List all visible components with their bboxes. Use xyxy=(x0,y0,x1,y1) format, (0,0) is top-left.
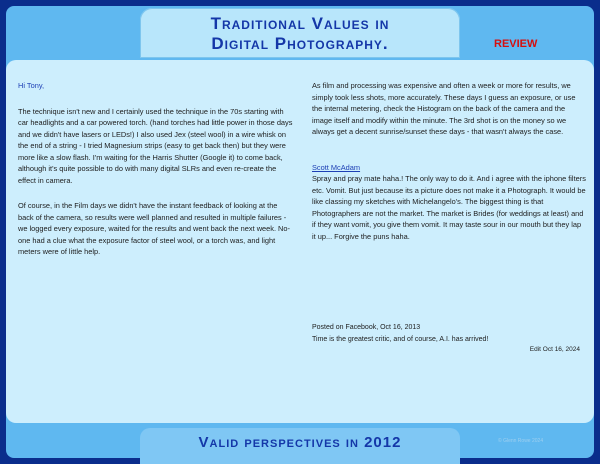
edit-date: Edit Oct 16, 2024 xyxy=(529,346,580,353)
right-column xyxy=(312,80,586,256)
page-title xyxy=(140,14,460,54)
left-paragraph-2: Of course, in the Film days we didn't have the instant feedback of looking at the back of the camera, so results were well planned and resulted in multiple failures - we logged every exposure, waited for the results and went back the next week. No-one had a clue what the exposure factor of steel wool, or a torch was, and light meters were of little help. xyxy=(18,201,290,256)
reply-author-link[interactable]: Scott McAdam xyxy=(312,162,361,172)
review-badge: REVIEW xyxy=(494,38,538,50)
right-paragraph-1: As film and processing was expensive and often a week or more for results, we simply took less shots, more accurately. These days I guess an exposure, or use the internal metering, check the Histogram on the back of the camera and the image itself and modify within the minute. The 3rd shot is on the money so we always get a decent sunrise/sunset these days - that wasn't always the case. xyxy=(312,81,576,136)
reply-text: Spray and pray mate haha.! The only way to do it. And i agree with the iphone filters etc. Vomit. But just because its a picture does not make it a Photograph. It would be like classing my sketches with Michelangelo's. The biggest thing is that Photographers are not the market. The market is Brides (for weddings at least) and if they want vomit, you give them vomit. It may taste sour in our mouth but they lap it up... Forgive the puns haha. xyxy=(312,174,586,241)
watermark: © Glenn Rowe 2024 xyxy=(498,438,544,444)
left-paragraph-1: The technique isn't new and I certainly used the technique in the 70s starting with car headlights and a car powered torch. (hand torches had little power in those days and we didn't have lasers or LEDs!) I also used Jex (steel wool) in a wire whisk on the end of a string - I tried Magnesium strips (easy to get back then) but they were more like a slow flash. I'm waiting for the Harris Shutter (Google it) to come back, although it's quite possible to do with many digital SLRs and even re-create the effect in camera. xyxy=(18,106,293,185)
title-line-1: Traditional Values in xyxy=(210,14,390,33)
meta-note: Time is the greatest critic, and of course, A.I. has arrived! xyxy=(312,335,489,343)
post-meta xyxy=(312,322,586,345)
posted-date: Posted on Facebook, Oct 16, 2013 xyxy=(312,324,421,331)
title-line-2: Digital Photography. xyxy=(211,34,389,53)
greeting: Hi Tony, xyxy=(18,81,45,90)
footer-title: Valid perspectives in 2012 xyxy=(198,434,402,451)
left-column xyxy=(18,80,295,272)
